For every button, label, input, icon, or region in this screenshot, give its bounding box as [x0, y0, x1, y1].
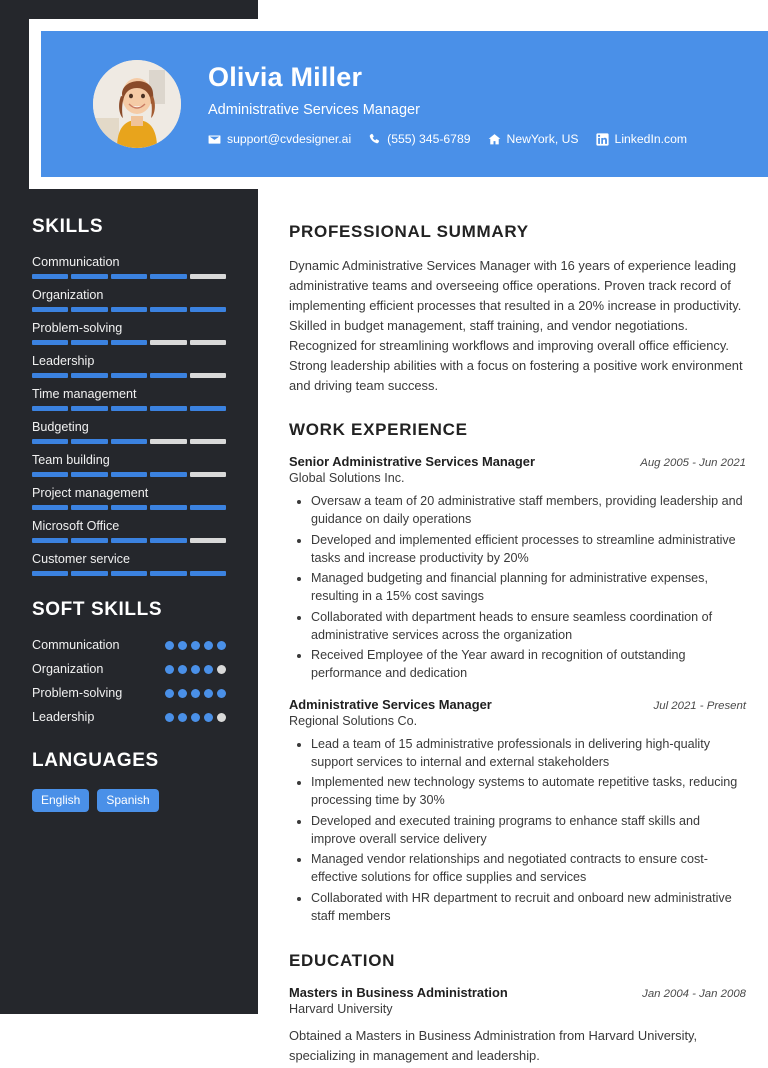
education-heading: EDUCATION — [289, 951, 396, 970]
education-entry — [289, 985, 746, 1066]
skill-bar-segment — [190, 439, 226, 444]
skill-bar-segment — [150, 274, 186, 279]
skill-bar-segment — [71, 571, 107, 576]
summary-heading: PROFESSIONAL SUMMARY — [289, 222, 529, 241]
soft-skills-block — [32, 599, 228, 724]
skill-bar-segment — [71, 406, 107, 411]
skill-bar-segment — [190, 307, 226, 312]
summary-text: Dynamic Administrative Services Manager with 16 years of experience leading administrative teams and overseeing office operations. Proven track record of implementing efficient processes that resulted in a 20% increase in productivity. Skilled in budget management, staff training, and vendor negotiations. Recognized for streamlining workflows and improving overall office efficiency. Strong leadership abilities with a focus on fostering a positive work environment and driving team success. — [289, 258, 743, 393]
soft-skill-rating-dots — [165, 641, 226, 650]
skill-row — [32, 453, 228, 477]
contact-phone[interactable] — [368, 132, 470, 146]
contact-linkedin[interactable] — [596, 132, 688, 146]
job-bullet-list — [289, 492, 746, 683]
education-degree: Masters in Business Administration — [289, 985, 508, 1000]
rating-dot — [165, 641, 174, 650]
education-list — [289, 985, 746, 1066]
skill-bar-segment — [71, 373, 107, 378]
rating-dot — [191, 665, 200, 674]
skill-level-bar — [32, 406, 226, 411]
skill-level-bar — [32, 571, 226, 576]
skill-bar-segment — [150, 538, 186, 543]
skill-bar-segment — [190, 340, 226, 345]
soft-skill-row — [32, 662, 226, 676]
skill-bar-segment — [150, 571, 186, 576]
candidate-name: Olivia Miller — [208, 61, 363, 92]
skill-name: Leadership — [32, 354, 95, 368]
skill-bar-segment — [190, 505, 226, 510]
rating-dot — [204, 713, 213, 722]
skill-name: Communication — [32, 255, 120, 269]
job-bullet-list — [289, 735, 746, 926]
education-school: Harvard University — [289, 1002, 393, 1016]
skill-bar-segment — [32, 439, 68, 444]
skill-row — [32, 288, 228, 312]
soft-skills-list — [32, 638, 228, 724]
skill-bar-segment — [150, 505, 186, 510]
skill-row — [32, 420, 228, 444]
soft-skill-name: Leadership — [32, 710, 95, 724]
rating-dot — [178, 689, 187, 698]
skill-name: Customer service — [32, 552, 130, 566]
rating-dot — [217, 665, 226, 674]
skill-bar-segment — [150, 406, 186, 411]
contact-location[interactable] — [488, 132, 579, 146]
rating-dot — [191, 689, 200, 698]
skill-bar-segment — [32, 274, 68, 279]
rating-dot — [217, 641, 226, 650]
skill-name: Time management — [32, 387, 137, 401]
soft-skill-row — [32, 686, 226, 700]
skill-bar-segment — [190, 373, 226, 378]
skill-bar-segment — [32, 571, 68, 576]
soft-skill-rating-dots — [165, 689, 226, 698]
job-title: Senior Administrative Services Manager — [289, 454, 535, 469]
skill-row — [32, 321, 228, 345]
rating-dot — [217, 713, 226, 722]
job-header — [289, 454, 746, 469]
contact-email-label: support@cvdesigner.ai — [227, 132, 352, 147]
skill-name: Budgeting — [32, 420, 89, 434]
skill-bar-segment — [190, 538, 226, 543]
contact-email[interactable] — [208, 132, 351, 146]
skill-bar-segment — [71, 538, 107, 543]
avatar — [93, 60, 181, 148]
job-bullet: • Collaborated with HR department to recruit and onboard new administrative staff members — [311, 889, 746, 926]
skills-list — [32, 255, 228, 576]
soft-skill-name: Organization — [32, 662, 104, 676]
work-experience-section — [289, 420, 746, 925]
skill-row — [32, 552, 228, 576]
skill-bar-segment — [150, 307, 186, 312]
rating-dot — [191, 641, 200, 650]
skill-level-bar — [32, 307, 226, 312]
skill-bar-segment — [111, 340, 147, 345]
skill-name: Organization — [32, 288, 104, 302]
skill-name: Microsoft Office — [32, 519, 120, 533]
phone-icon — [368, 133, 381, 146]
job-bullet: • Managed vendor relationships and negotiated contracts to ensure cost-effective solutions for office supplies and services — [311, 850, 746, 887]
job-bullet: • Implemented new technology systems to automate repetitive tasks, reducing processing time by 30% — [311, 773, 746, 810]
skills-heading: SKILLS — [32, 216, 104, 237]
job-bullet: • Managed budgeting and financial planning for administrative expenses, resulting in a 15% cost savings — [311, 569, 746, 606]
skill-level-bar — [32, 274, 226, 279]
skill-bar-segment — [111, 439, 147, 444]
skill-row — [32, 255, 228, 279]
soft-skill-row — [32, 638, 226, 652]
skill-row — [32, 387, 228, 411]
work-heading: WORK EXPERIENCE — [289, 420, 468, 439]
skill-bar-segment — [111, 505, 147, 510]
skill-level-bar — [32, 439, 226, 444]
skill-bar-segment — [71, 505, 107, 510]
education-description: Obtained a Masters in Business Administration from Harvard University, specializing in management and leadership. — [289, 1028, 698, 1063]
jobs-list — [289, 454, 746, 925]
skill-bar-segment — [190, 274, 226, 279]
job-bullet: • Developed and implemented efficient processes to streamline administrative tasks and increase productivity by 20% — [311, 531, 746, 568]
skill-bar-segment — [32, 505, 68, 510]
education-section — [289, 951, 746, 1066]
languages-heading: LANGUAGES — [32, 750, 159, 771]
job-bullet: • Oversaw a team of 20 administrative staff members, providing leadership and guidance on daily operations — [311, 492, 746, 529]
rating-dot — [178, 665, 187, 674]
rating-dot — [204, 641, 213, 650]
education-header — [289, 985, 746, 1000]
skill-name: Team building — [32, 453, 110, 467]
skill-bar-segment — [71, 472, 107, 477]
skill-bar-segment — [32, 307, 68, 312]
languages-block — [32, 750, 228, 812]
skill-bar-segment — [190, 571, 226, 576]
skill-bar-segment — [71, 439, 107, 444]
job-entry — [289, 454, 746, 683]
skill-bar-segment — [190, 472, 226, 477]
main-column — [258, 200, 768, 1068]
skill-bar-segment — [150, 373, 186, 378]
skill-bar-segment — [111, 538, 147, 543]
skill-bar-segment — [32, 406, 68, 411]
skill-level-bar — [32, 472, 226, 477]
linkedin-icon — [596, 133, 609, 146]
skill-bar-segment — [111, 373, 147, 378]
soft-skill-rating-dots — [165, 665, 226, 674]
skill-level-bar — [32, 538, 226, 543]
rating-dot — [165, 665, 174, 674]
skill-bar-segment — [150, 340, 186, 345]
soft-skill-name: Problem-solving — [32, 686, 123, 700]
skill-row — [32, 354, 228, 378]
language-tag: English — [32, 789, 89, 812]
contact-location-label: NewYork, US — [506, 132, 579, 147]
envelope-icon — [208, 133, 221, 146]
skill-bar-segment — [32, 538, 68, 543]
skill-bar-segment — [150, 472, 186, 477]
contact-linkedin-label: LinkedIn.com — [614, 132, 688, 147]
skill-level-bar — [32, 340, 226, 345]
skill-bar-segment — [32, 373, 68, 378]
skill-bar-segment — [111, 406, 147, 411]
soft-skill-rating-dots — [165, 713, 226, 722]
job-company: Regional Solutions Co. — [289, 713, 418, 728]
identity-block — [208, 62, 687, 146]
skill-row — [32, 486, 228, 510]
job-bullet: • Collaborated with department heads to ensure seamless coordination of administrative services across the organization — [311, 608, 746, 645]
job-entry — [289, 697, 746, 926]
job-dates: Aug 2005 - Jun 2021 — [640, 457, 746, 469]
rating-dot — [217, 689, 226, 698]
rating-dot — [165, 713, 174, 722]
skill-bar-segment — [71, 307, 107, 312]
job-bullet: • Received Employee of the Year award in recognition of outstanding performance and dedication — [311, 646, 746, 683]
job-bullet: • Developed and executed training programs to enhance staff skills and improve overall service delivery — [311, 812, 746, 849]
language-tag-list — [32, 789, 228, 812]
job-header — [289, 697, 746, 712]
rating-dot — [178, 713, 187, 722]
skill-name: Problem-solving — [32, 321, 123, 335]
soft-skill-row — [32, 710, 226, 724]
sidebar — [0, 200, 258, 812]
header-frame — [29, 19, 768, 189]
job-company: Global Solutions Inc. — [289, 471, 405, 485]
home-icon — [488, 133, 501, 146]
soft-skills-heading: SOFT SKILLS — [32, 599, 163, 620]
language-tag: Spanish — [97, 789, 158, 812]
rating-dot — [191, 713, 200, 722]
education-dates: Jan 2004 - Jan 2008 — [642, 988, 746, 1000]
skill-bar-segment — [71, 274, 107, 279]
skill-bar-segment — [150, 439, 186, 444]
rating-dot — [204, 665, 213, 674]
skill-name: Project management — [32, 486, 149, 500]
contact-phone-label: (555) 345-6789 — [387, 132, 471, 147]
job-title: Administrative Services Manager — [289, 696, 492, 712]
skill-bar-segment — [111, 274, 147, 279]
skill-bar-segment — [190, 406, 226, 411]
skill-row — [32, 519, 228, 543]
skill-bar-segment — [111, 307, 147, 312]
header-card — [41, 31, 768, 177]
rating-dot — [165, 689, 174, 698]
skill-bar-segment — [111, 571, 147, 576]
job-dates: Jul 2021 - Present — [653, 699, 746, 712]
skill-bar-segment — [71, 340, 107, 345]
contact-row — [208, 132, 687, 146]
skill-bar-segment — [111, 472, 147, 477]
skill-bar-segment — [32, 340, 68, 345]
rating-dot — [178, 641, 187, 650]
candidate-job-title: Administrative Services Manager — [208, 102, 420, 119]
skill-level-bar — [32, 505, 226, 510]
skill-level-bar — [32, 373, 226, 378]
skill-bar-segment — [32, 472, 68, 477]
soft-skill-name: Communication — [32, 638, 120, 652]
job-bullet: • Lead a team of 15 administrative professionals in delivering high-quality support services to internal and external stakeholders — [311, 735, 746, 772]
rating-dot — [204, 689, 213, 698]
